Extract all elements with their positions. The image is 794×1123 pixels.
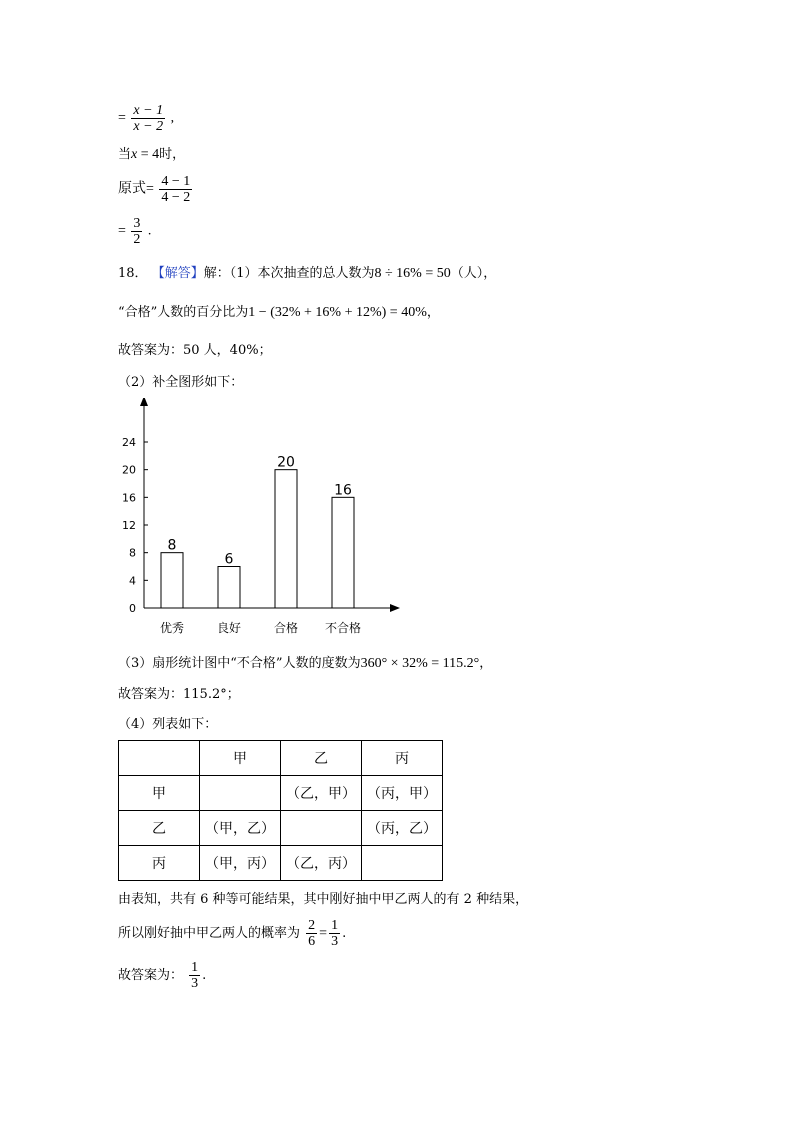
answer-3: 故答案为：115.2°； [118,687,240,702]
table-cell [362,846,443,881]
answer-1: 故答案为：50 人，40%； [118,343,272,358]
table-cell: （乙，甲） [281,776,362,811]
question-text: 解：（1）本次抽查的总人数为 [203,266,375,281]
numerator: 4 − 1 [161,174,191,189]
table-row-label: 丙 [119,846,200,881]
numerator: 2 [308,918,316,933]
fraction [131,103,165,134]
fraction [159,174,192,205]
fraction [131,216,142,247]
table-row [119,811,443,846]
table-cell: （甲，丙） [200,846,281,881]
label-post: 时， [159,147,186,162]
table-cell: （乙，丙） [281,846,362,881]
y-tick-label: 16 [122,491,136,505]
denominator: 6 [308,934,316,949]
answer-4 [118,960,206,991]
category-label: 良好 [216,621,242,635]
suffix: . [342,926,347,941]
bar [275,470,297,608]
equals-sign: = [118,110,126,126]
denominator: 3 [331,934,339,949]
category-label: 优秀 [159,621,185,635]
category-label: 不合格 [324,621,362,635]
bar-value-label: 20 [277,454,295,471]
part-4-label: （4）列表如下： [118,717,218,732]
y-tick-label: 8 [129,546,136,560]
question-18-line [118,265,496,283]
bar-chart [118,398,418,638]
fraction [306,918,317,949]
numerator: 3 [133,216,141,231]
table-cell [281,811,362,846]
formula-step-2 [118,146,185,164]
conclusion-1: 由表知，共有 6 种等可能结果，其中刚好抽中甲乙两人的有 2 种结果， [118,892,529,907]
expression: = 4 [137,147,160,162]
bar [161,553,183,608]
table-cell: （甲，乙） [200,811,281,846]
question-number: 18． [118,266,148,281]
answer-4-text: 故答案为： [118,968,184,983]
suffix: ， [426,305,440,320]
unit: （人）， [450,266,497,281]
conclusion-2-text: 所以刚好抽中甲乙两人的概率为 [118,926,301,941]
table-cell: （丙，乙） [362,811,443,846]
table-row [119,846,443,881]
answer-tag: 【解答】 [151,266,204,281]
denominator: 2 [133,232,141,247]
equals-sign: = [118,223,126,239]
bar-value-label: 8 [167,537,177,554]
part-3-line [118,655,492,673]
suffix: . [202,968,207,983]
equals-sign: = [319,926,328,941]
variable: x [131,147,138,162]
numerator: x − 1 [133,103,164,118]
part-3-expression: 360° × 32% = 115.2° [360,656,480,671]
table-row-label: 乙 [119,811,200,846]
x-axis-arrow [390,604,400,612]
table-cell: （丙，甲） [362,776,443,811]
fraction [329,918,340,949]
denominator: 4 − 2 [161,190,191,205]
fraction [189,960,200,991]
y-tick-label: 20 [122,463,136,477]
suffix: , [170,110,175,126]
conclusion-2 [118,918,346,949]
expression: 8 ÷ 16% = 50 [374,266,451,281]
outcome-table [118,740,443,881]
table-row-label: 甲 [119,776,200,811]
table-header-cell: 甲 [200,741,281,776]
suffix: . [147,223,152,239]
part-3-text: （3）扇形统计图中“不合格”人数的度数为 [118,656,361,671]
bar-value-label: 16 [334,482,352,499]
denominator: x − 2 [133,119,164,134]
bar [218,567,240,609]
formula-step-4 [118,216,151,247]
table-header-cell: 丙 [362,741,443,776]
bar [332,497,354,608]
category-label: 合格 [273,621,299,635]
prefix: 原式= [118,181,154,197]
table-header-cell: 乙 [281,741,362,776]
formula-step-1 [118,103,174,134]
table-row [119,776,443,811]
y-tick-label: 24 [122,436,136,449]
denominator: 3 [191,976,199,991]
y-tick-label: 4 [129,574,136,588]
label-pre: 当 [118,147,132,162]
y-axis-arrow [140,398,148,406]
suffix: ， [479,656,493,671]
numerator: 1 [331,918,339,933]
bar-value-label: 6 [224,551,234,568]
table-header-row [119,741,443,776]
table-header-cell [119,741,200,776]
part-2-label: （2）补全图形如下： [118,375,244,390]
percent-line [118,304,440,322]
numerator: 1 [191,960,199,975]
percent-expression: 1 − (32% + 16% + 12%) = 40% [248,305,427,320]
table-cell [200,776,281,811]
percent-text: “合格”人数的百分比为 [118,305,249,320]
y-tick-label: 0 [129,602,136,615]
y-tick-label: 12 [122,519,136,532]
formula-step-3 [118,174,194,205]
